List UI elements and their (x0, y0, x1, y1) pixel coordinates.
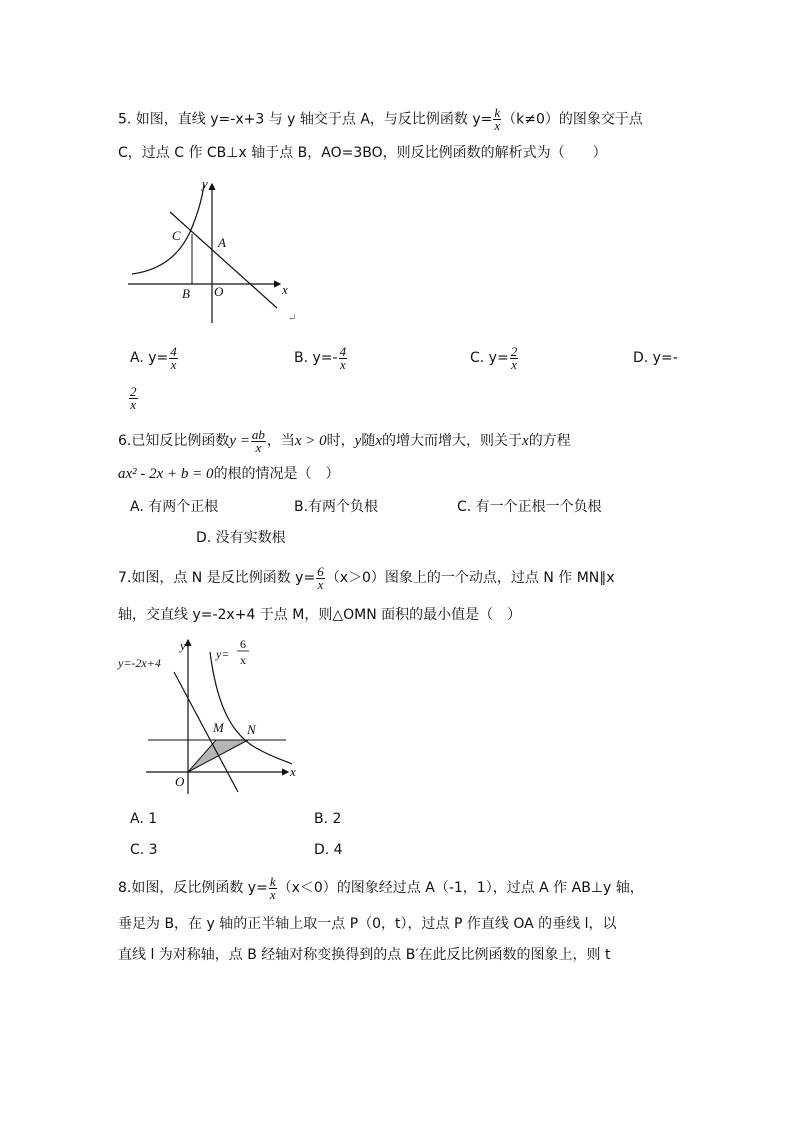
q5-line1 (118, 107, 643, 132)
q5-text-a: 5. 如图，直线 y=-x+3 与 y 轴交于点 A，与反比例函数 y= (118, 111, 493, 128)
q7-curve-num: 6 (240, 637, 246, 651)
q5-figure (122, 178, 302, 328)
q5-text-b: （k≠0）的图象交于点 (502, 111, 643, 128)
q6-option-b: B.有两个负根 (294, 499, 379, 515)
q7-line2: 轴，交直线 y=-2x+4 于点 M，则△OMN 面积的最小值是（ ） (118, 607, 522, 623)
q6-equation: ax² - 2x + b = 0 (118, 466, 214, 482)
q6-option-a: A. 有两个正根 (130, 499, 219, 515)
q7-label-x: x (290, 764, 296, 779)
q7-curve-label: y= (216, 647, 230, 661)
q7-figure (116, 636, 316, 796)
q7-label-y: y (180, 638, 186, 653)
q8-line3: 直线 l 为对称轴，点 B 经轴对称变换得到的点 B′在此反比例函数的图象上，则 t (118, 947, 611, 963)
q5-hyperbola (132, 184, 204, 274)
q5-option-d: D. y=- (633, 350, 678, 366)
q7-option-c: C. 3 (130, 842, 158, 858)
q5-fraction: $\frac{k}{x}$ (494, 105, 501, 133)
q7-triangle-omn (188, 740, 248, 772)
q8-line1: 8.如图，反比例函数 y= $\frac{k}{x}$ （x＜0）的图象经过点 A（-1，1），过点 A 作 AB⊥y 轴， (118, 873, 644, 902)
q5-label-O: O (214, 284, 224, 299)
q7-label-N: N (247, 722, 256, 737)
q6-option-d: D. 没有实数根 (196, 530, 286, 546)
q5-option-c: C. y= $\frac{2}{x}$ (470, 343, 518, 372)
q5-label-B: B (182, 286, 190, 301)
q7-option-a: A. 1 (130, 811, 158, 827)
q7-curve-den: x (240, 653, 246, 667)
q7-option-d: D. 4 (314, 842, 343, 858)
q5-line2: C，过点 C 作 CB⊥x 轴于点 B，AO=3BO，则反比例函数的解析式为（ ） (118, 145, 607, 161)
q7-label-O: O (175, 774, 185, 789)
q5-return-mark: ↵ (288, 313, 297, 324)
q5-option-b: B. y=- $\frac{4}{x}$ (294, 343, 347, 372)
q8-fraction: $\frac{k}{x}$ (269, 873, 276, 902)
q5-option-d-fraction: $\frac{2}{x}$ (130, 384, 137, 412)
q5-label-A: A (218, 235, 226, 250)
q7-fraction: $\frac{6}{x}$ (317, 563, 324, 592)
q7-label-M: M (213, 720, 224, 735)
q7-option-b: B. 2 (314, 811, 342, 827)
q6-line1: 6.已知反比例函数y = $\frac{ab}{x}$ ，当x > 0时，y随x的增大而增大，则关于x的方程 (118, 426, 571, 455)
q6-fraction: $\frac{ab}{x}$ (251, 426, 265, 455)
q8-line2: 垂足为 B，在 y 轴的正半轴上取一点 P（0，t），过点 P 作直线 OA 的垂线 l，以 (118, 916, 617, 932)
q6-line2: ax² - 2x + b = 0的根的情况是（ ） (118, 466, 340, 482)
q5-option-a: A. y= $\frac{4}{x}$ (130, 343, 177, 372)
q5-label-C: C (172, 228, 181, 243)
q6-option-c: C. 有一个正根一个负根 (457, 499, 602, 515)
q5-label-x: x (282, 282, 288, 297)
q7-line1: 7.如图，点 N 是反比例函数 y= $\frac{6}{x}$ （x＞0）图象上的一个动点，过点 N 作 MN∥x (118, 563, 615, 592)
q5-label-y: y (202, 178, 208, 191)
q7-line-label: y=-2x+4 (118, 656, 161, 670)
